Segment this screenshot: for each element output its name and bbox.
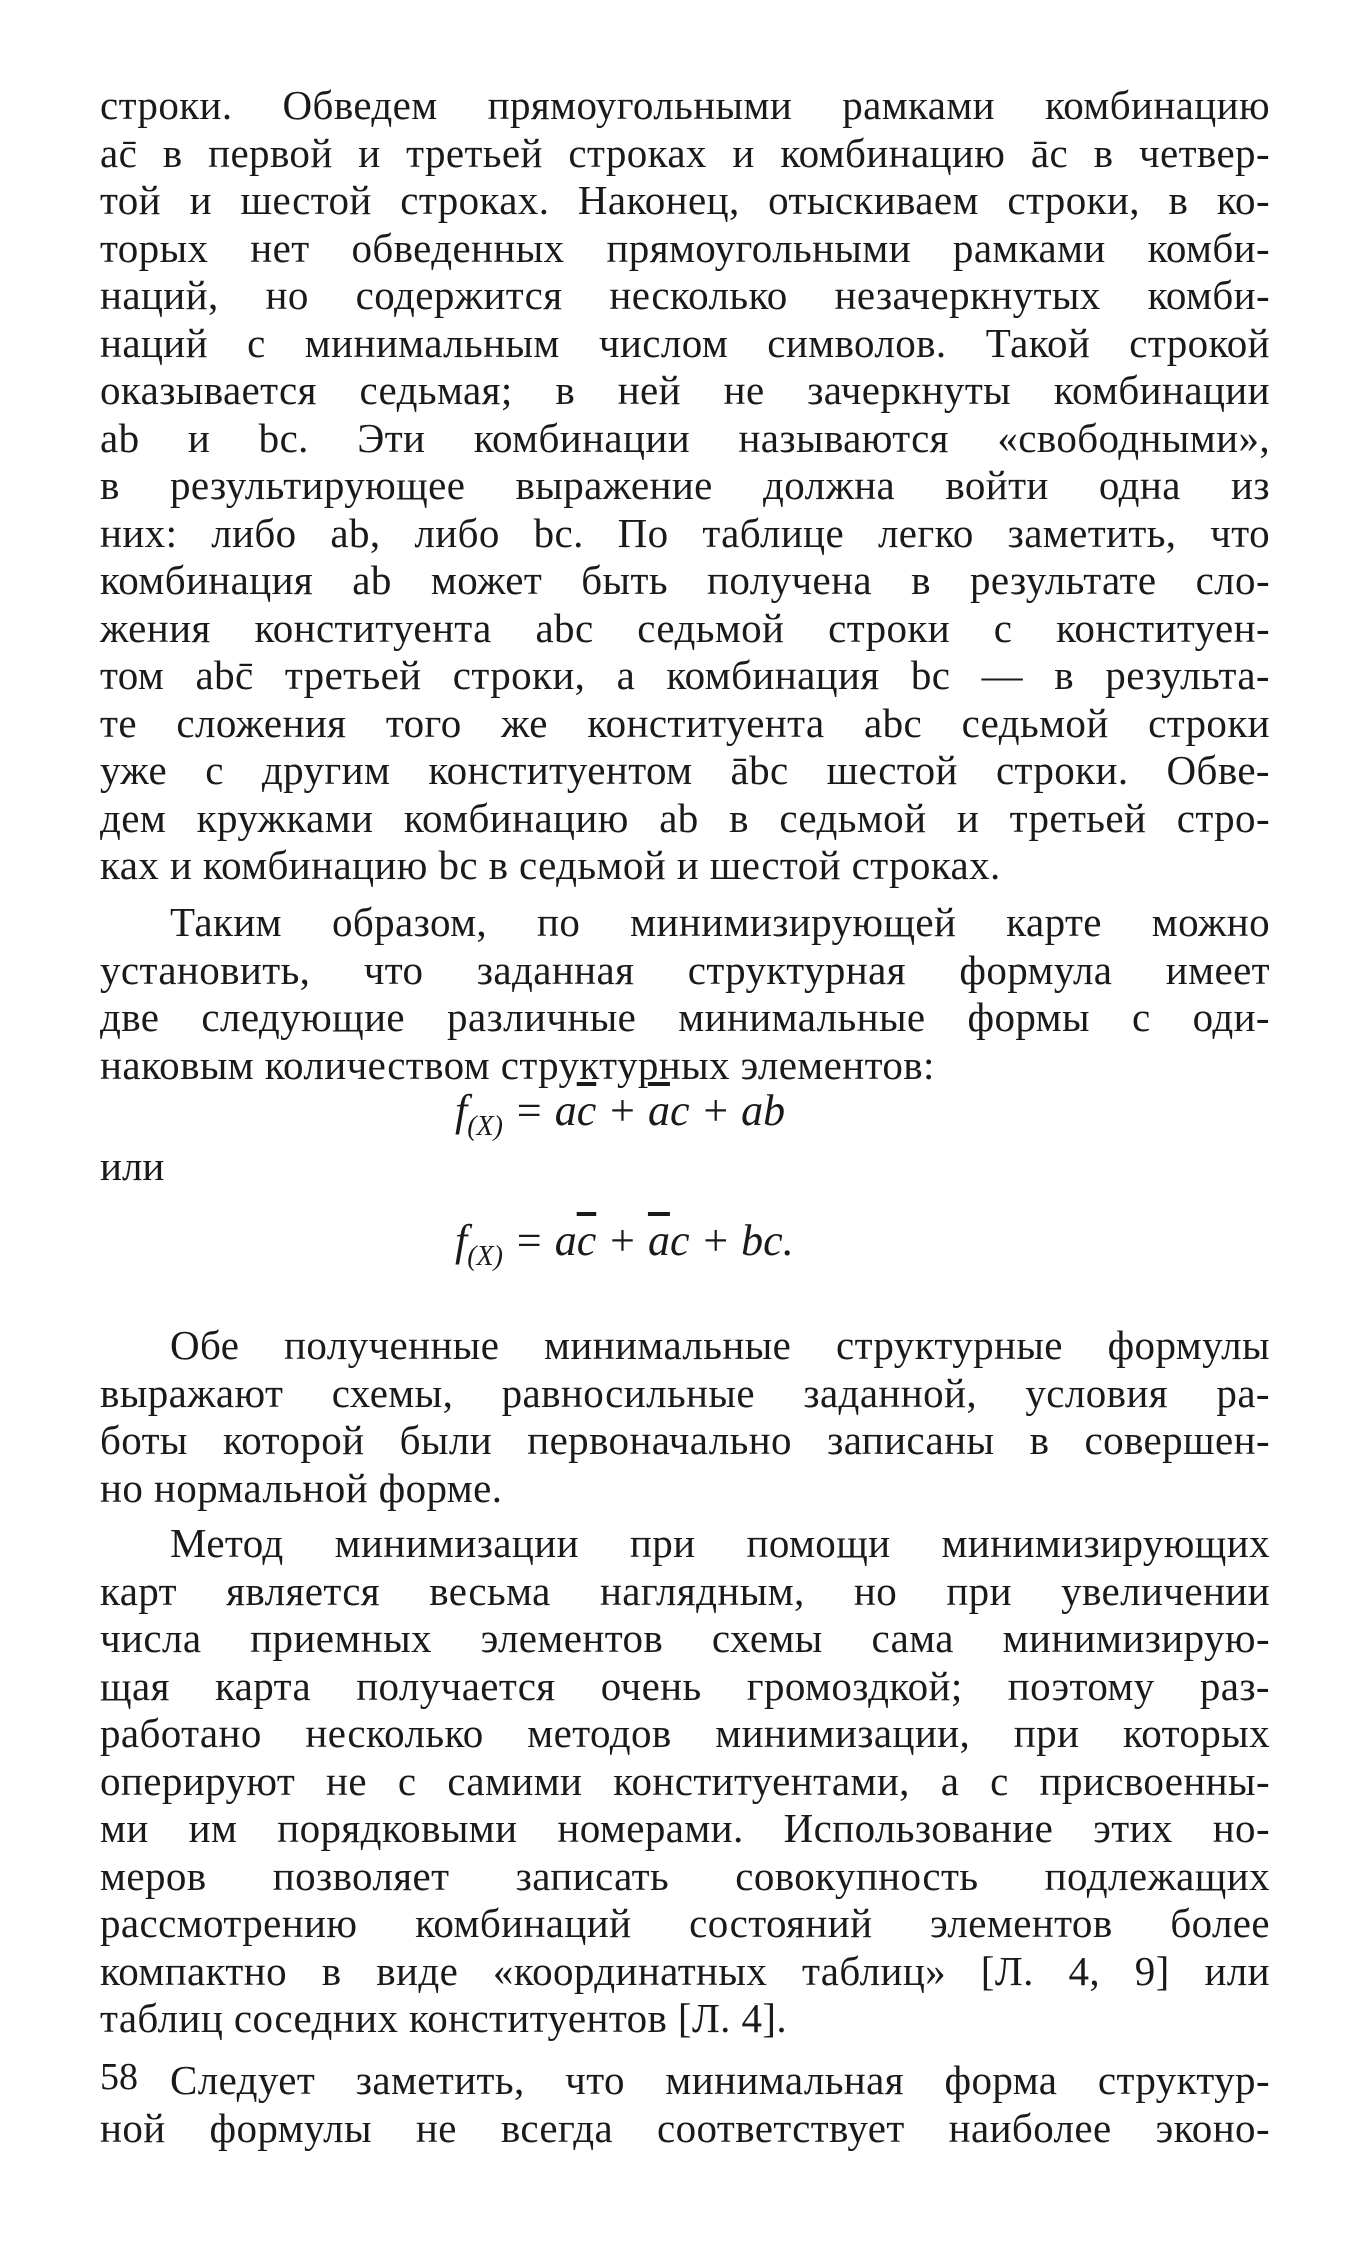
text-line: оперируют не с самими конституентами, а с присвоенны- xyxy=(100,1757,1270,1804)
formula-1 xyxy=(455,1085,785,1143)
formula-text: $\overline{a}$ xyxy=(647,1086,670,1135)
formula-symbol: f xyxy=(455,1086,468,1135)
text-line: ми им порядковыми номерами. Использование этих но- xyxy=(100,1805,1270,1851)
text-line: Метод минимизации при помощи минимизирующих xyxy=(170,1520,1270,1566)
text-line: ной формулы не всегда соответствует наиболее эконо- xyxy=(100,2104,1270,2151)
formula-subscript: (X) xyxy=(467,1241,503,1272)
formula-text: = a xyxy=(503,1086,577,1135)
text-line: работано несколько методов минимизации, при которых xyxy=(100,1710,1270,1756)
text-line: числа приемных элементов схемы сама минимизирую- xyxy=(100,1615,1270,1661)
text-line: ab и bc. Эти комбинации называются «свободными», xyxy=(100,414,1270,461)
text-line: те сложения того же конституента abc седьмой строки xyxy=(100,699,1270,746)
text-line: том abc̄ третьей строки, а комбинация bc — в результа- xyxy=(100,652,1270,698)
formula-subscript: (X) xyxy=(467,1111,503,1142)
text-line: ac̄ в первой и третьей строках и комбинацию āc в четвер- xyxy=(100,129,1270,176)
formula-text: + bc. xyxy=(689,1216,794,1265)
formula-symbol: f xyxy=(455,1216,468,1265)
formula-text: + xyxy=(596,1086,648,1135)
paragraph-3 xyxy=(100,1322,1270,1512)
text-line: таблиц соседних конституентов [Л. 4]. xyxy=(100,1995,788,2041)
text-line: Таким образом, по минимизирующей карте можно xyxy=(170,899,1270,945)
text-line: жения конституента abc седьмой строки с конституен- xyxy=(100,604,1270,651)
formula-text: $\overline{a}$ xyxy=(647,1216,670,1265)
text-line: ках и комбинацию bc в седьмой и шестой строках. xyxy=(100,842,1001,888)
text-line: той и шестой строках. Наконец, отыскиваем строки, в ко- xyxy=(100,177,1270,223)
text-line: карт является весьма наглядным, но при увеличении xyxy=(100,1567,1270,1614)
text-line: но нормальной форме. xyxy=(100,1464,503,1511)
formula-text: + xyxy=(596,1216,648,1265)
text-line: меров позволяет записать совокупность подлежащих xyxy=(100,1852,1270,1899)
text-line: наковым количеством структурных элементов: xyxy=(100,1041,935,1088)
formula-text: c xyxy=(669,1086,690,1135)
paragraph-5 xyxy=(100,2057,1270,2152)
text-line: Следует заметить, что минимальная форма структур- xyxy=(170,2057,1270,2103)
formula-2 xyxy=(455,1215,794,1273)
text-line: установить, что заданная структурная формула имеет xyxy=(100,946,1270,993)
text-line: комбинация ab может быть получена в результате сло- xyxy=(100,557,1270,603)
text-line: наций с минимальным числом символов. Такой строкой xyxy=(100,319,1270,366)
text-line: торых нет обведенных прямоугольными рамками комби- xyxy=(100,224,1270,271)
paragraph-2 xyxy=(100,899,1270,1089)
text-line: выражают схемы, равносильные заданной, условия ра- xyxy=(100,1369,1270,1416)
text-line: щая карта получается очень громоздкой; поэтому раз- xyxy=(100,1662,1270,1709)
text-line: компактно в виде «координатных таблиц» [Л. 4, 9] или xyxy=(100,1947,1270,1994)
connector-word: или xyxy=(100,1143,165,1189)
text-line: наций, но содержится несколько незачеркнутых комби- xyxy=(100,272,1270,318)
text-line: них: либо ab, либо bc. По таблице легко заметить, что xyxy=(100,509,1270,556)
text-line: две следующие различные минимальные формы с оди- xyxy=(100,994,1270,1040)
text-line: Обе полученные минимальные структурные формулы xyxy=(170,1322,1270,1368)
paragraph-4 xyxy=(100,1520,1270,2043)
text-line: оказывается седьмая; в ней не зачеркнуты комбинации xyxy=(100,367,1270,413)
text-line: дем кружками комбинацию ab в седьмой и третьей стро- xyxy=(100,794,1270,841)
formula-text: c xyxy=(669,1216,690,1265)
text-line: уже с другим конституентом ābc шестой строки. Обве- xyxy=(100,747,1270,793)
formula-text: = a xyxy=(503,1216,577,1265)
paragraph-1 xyxy=(100,82,1270,890)
text-line: в результирующее выражение должна войти одна из xyxy=(100,462,1270,508)
formula-text: $\overline{c}$ xyxy=(576,1216,597,1265)
text-line: боты которой были первоначально записаны в совершен- xyxy=(100,1417,1270,1463)
formula-text: $\overline{c}$ xyxy=(576,1086,597,1135)
text-line: рассмотрению комбинаций состояний элементов более xyxy=(100,1900,1270,1946)
text-line: строки. Обведем прямоугольными рамками комбинацию xyxy=(100,82,1270,128)
formula-text: + ab xyxy=(689,1086,786,1135)
page-number: 58 xyxy=(100,2056,138,2098)
